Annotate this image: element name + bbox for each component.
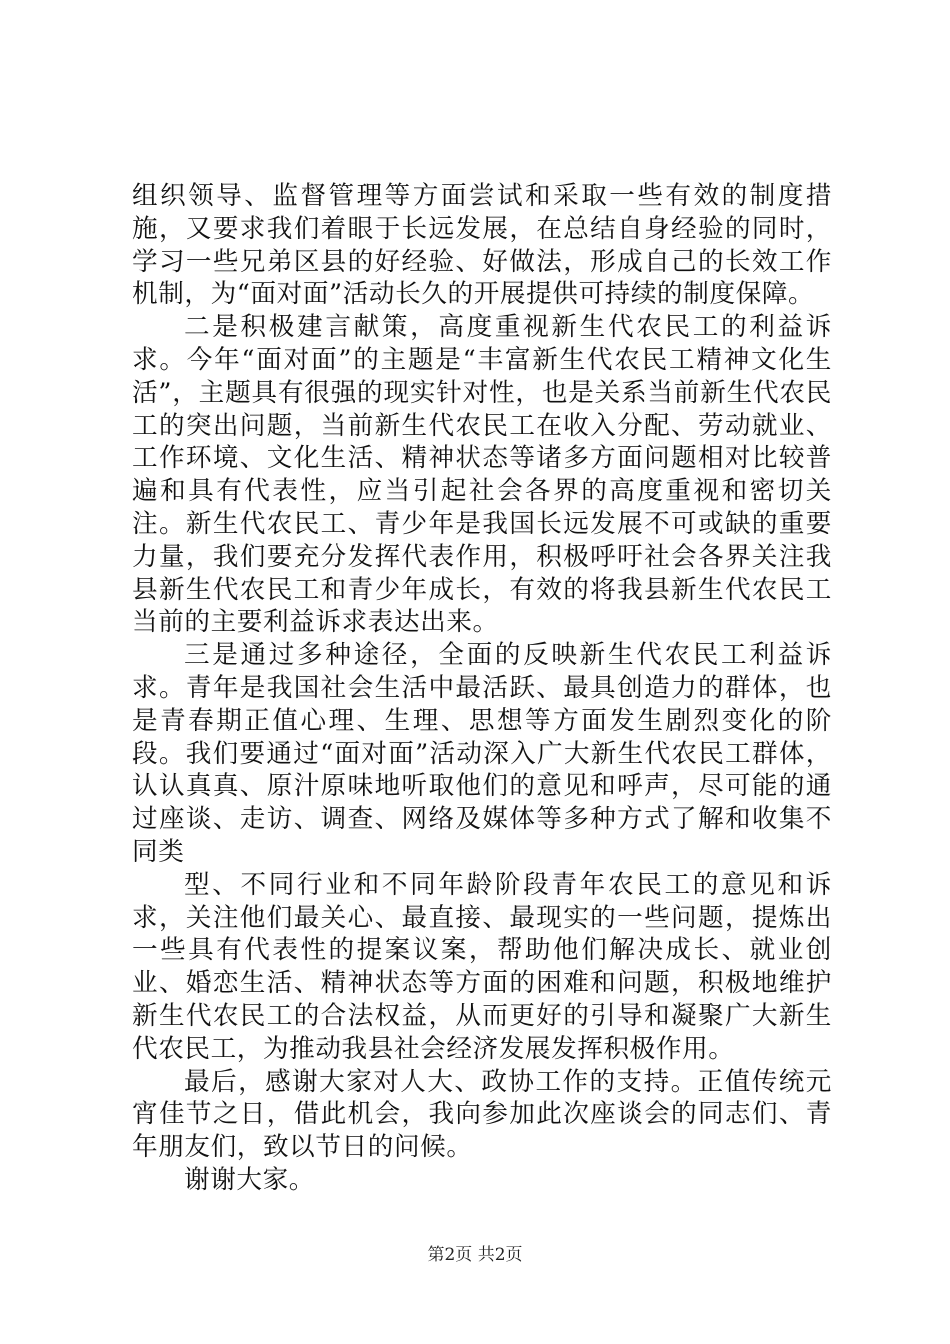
paragraph-4: 型、不同行业和不同年龄阶段青年农民工的意见和诉求，关注他们最关心、最直接、最现实的一些问题，提炼出一些具有代表性的提案议案，帮助他们解决成长、就业创业、婚恋生活、精神状态等方面的困难和问题，积极地维护新生代农民工的合法权益，从而更好的引导和凝聚广大新生代农民工，为推动我县社会经济发展发挥积极作用。: [132, 869, 832, 1064]
page-number-footer: 第2页 共2页: [427, 1245, 523, 1265]
paragraph-5: 最后，感谢大家对人大、政协工作的支持。正值传统元宵佳节之日，借此机会，我向参加此次座谈会的同志们、青年朋友们，致以节日的问候。: [132, 1066, 832, 1163]
paragraph-6: 谢谢大家。: [184, 1164, 315, 1195]
paragraph-2: 二是积极建言献策，高度重视新生代农民工的利益诉求。今年“面对面”的主题是“丰富新生代农民工精神文化生活”，主题具有很强的现实针对性，也是关系当前新生代农民工的突出问题，当前新生代农民工在收入分配、劳动就业、工作环境、文化生活、精神状态等诸多方面问题相对比较普遍和具有代表性，应当引起社会各界的高度重视和密切关注。新生代农民工、青少年是我国长远发展不可或缺的重要力量，我们要充分发挥代表作用，积极呼吁社会各界关注我县新生代农民工和青少年成长，有效的将我县新生代农民工当前的主要利益诉求表达出来。: [132, 312, 832, 638]
paragraph-1: 组织领导、监督管理等方面尝试和采取一些有效的制度措施，又要求我们着眼于长远发展，在总结自身经验的同时，学习一些兄弟区县的好经验、好做法，形成自己的长效工作机制，为“面对面”活动长久的开展提供可持续的制度保障。: [132, 181, 832, 310]
paragraph-3: 三是通过多种途径，全面的反映新生代农民工利益诉求。青年是我国社会生活中最活跃、最具创造力的群体，也是青春期正值心理、生理、思想等方面发生剧烈变化的阶段。我们要通过“面对面”活动深入广大新生代农民工群体，认认真真、原汁原味地听取他们的意见和呼声，尽可能的通过座谈、走访、调查、网络及媒体等多种方式了解和收集不同类: [132, 640, 832, 867]
document-body: [132, 180, 832, 1197]
